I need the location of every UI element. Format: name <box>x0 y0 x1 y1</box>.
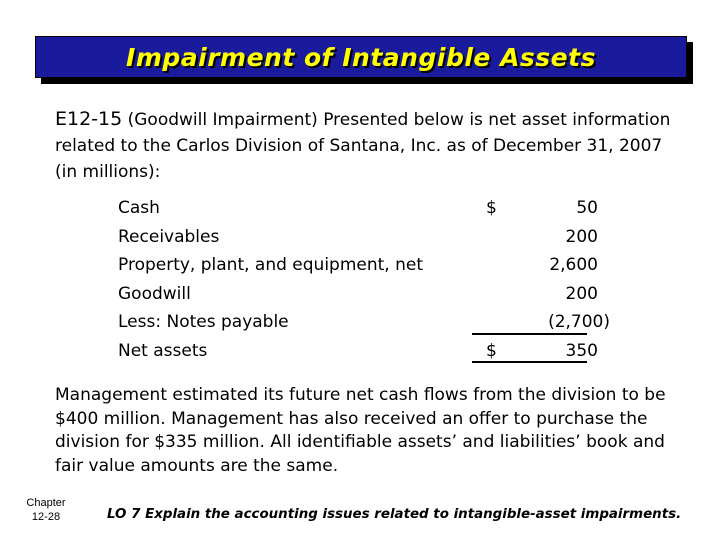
net-asset-table <box>118 194 610 365</box>
exercise-id: E12-15 <box>55 108 123 130</box>
row-amount: 200 <box>565 226 598 247</box>
exercise-title: (Goodwill Impairment) <box>127 110 318 130</box>
slide-title: Impairment of Intangible Assets <box>126 42 596 72</box>
title-bar <box>35 36 687 78</box>
exercise-intro <box>55 106 675 185</box>
table-row <box>118 280 598 309</box>
chapter-word: Chapter <box>26 497 66 509</box>
row-label: Goodwill <box>118 283 191 304</box>
row-amount: 350 <box>565 340 598 361</box>
table-row <box>118 251 598 280</box>
table-row <box>118 223 598 252</box>
row-amount: 2,600 <box>549 255 598 275</box>
chapter-label <box>20 496 72 524</box>
subtotal-rule <box>472 333 587 335</box>
row-label: Cash <box>118 198 160 218</box>
closing-paragraph: Management estimated its future net cash flows from the division to be $400 million. Management has also received an offer to purchase the division for $335 million. All identifiable assets’ and liabilities’ book and fair value amounts are the same. <box>55 385 666 476</box>
total-rule <box>472 361 587 363</box>
row-label: Property, plant, and equipment, net <box>118 255 424 275</box>
dollar-sign: $ <box>486 340 497 361</box>
row-amount: 50 <box>576 198 598 218</box>
row-amount: 200 <box>565 283 598 304</box>
table-row <box>118 194 598 223</box>
row-label: Less: Notes payable <box>118 312 289 332</box>
learning-objective: LO 7 Explain the accounting issues related to intangible-asset impairments. <box>107 507 682 522</box>
page-number: 12-28 <box>31 511 61 523</box>
row-amount: (2,700) <box>548 312 610 332</box>
exercise-text: Presented below is net asset information related to the Carlos Division of Santana, Inc. as of December 31, 2007 (in millions): <box>55 110 671 182</box>
row-label: Net assets <box>118 340 208 361</box>
row-label: Receivables <box>118 226 220 247</box>
dollar-sign: $ <box>486 198 497 218</box>
